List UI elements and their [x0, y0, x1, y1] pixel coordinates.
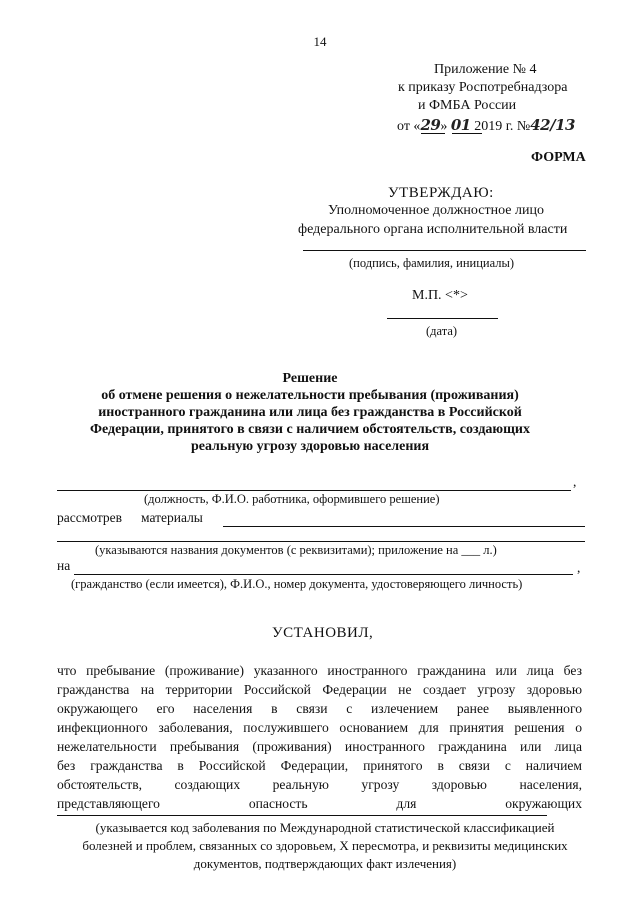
- approval-official: Уполномоченное должностное лицо: [328, 203, 544, 218]
- title-line-3: иностранного гражданина или лица без гражданства в Российской: [98, 405, 522, 420]
- body-line: представляющего опасность для окружающих: [57, 796, 582, 811]
- handwritten-day: 29: [420, 116, 441, 134]
- footnote-line-1: (указывается код заболевания по Международной статистической классификацией: [95, 820, 555, 835]
- comma-2: ,: [577, 560, 581, 575]
- date-mid: »: [440, 119, 448, 134]
- documents-caption: (указываются названия документов (с реквизитами); приложение на ___ л.): [95, 543, 497, 557]
- footnote-line-3: документов, подтверждающих факт излечения): [193, 856, 457, 871]
- handwritten-month: 01: [450, 116, 471, 134]
- body-line: обстоятельств, создающих реальную угрозу здоровью населения,: [57, 777, 582, 792]
- body-line: нежелательности пребывания (проживания) иностранного гражданина или лица: [57, 739, 582, 754]
- handwritten-order-number: 42/13: [530, 116, 575, 134]
- body-line: инфекционного заболевания, послужившего основанием для принятия решения о: [57, 720, 582, 735]
- on-label: на: [57, 558, 71, 573]
- footnote: [55, 819, 595, 873]
- date-month-underline: [452, 133, 482, 134]
- date-caption: (дата): [426, 324, 458, 338]
- stamp-placeholder: М.П. <*>: [412, 288, 468, 303]
- citizenship-caption: (гражданство (если имеется), Ф.И.О., номер документа, удостоверяющего личность): [71, 577, 523, 591]
- signature-caption: (подпись, фамилия, инициалы): [349, 256, 515, 270]
- materials-line: [223, 526, 585, 527]
- date-day-underline: [421, 133, 445, 134]
- comma-1: ,: [573, 474, 577, 489]
- date-line: [387, 318, 498, 319]
- reviewed-label: рассмотрев: [57, 510, 123, 525]
- position-line: [57, 490, 571, 491]
- body-line: гражданства на территории Российской Федерации не создает угрозу здоровью: [57, 682, 582, 697]
- approval-title: УТВЕРЖДАЮ:: [388, 185, 494, 201]
- date-year: 2019 г. №: [474, 119, 531, 134]
- signature-line: [303, 250, 586, 251]
- appendix-order-ref: к приказу Роспотребнадзора: [398, 80, 568, 95]
- approval-authority: федерального органа исполнительной власти: [298, 222, 568, 237]
- title-line-1: Решение: [282, 371, 338, 386]
- body-line: без гражданства в Российской Федерации, принятого в связи с наличием: [57, 758, 582, 773]
- footnote-line: [57, 815, 547, 816]
- document-title: [40, 370, 580, 455]
- body-line: что пребывание (проживание) указанного иностранного гражданина или лица без: [57, 663, 582, 678]
- materials-line-2: [57, 541, 585, 542]
- footnote-line-2: болезней и проблем, связанных со здоровьем, X пересмотра, и реквизиты медицинских: [82, 838, 568, 853]
- appendix-title: Приложение № 4: [434, 62, 537, 77]
- title-line-5: реальную угрозу здоровью населения: [190, 439, 430, 454]
- body-paragraph: [57, 661, 582, 813]
- citizenship-line: [74, 574, 573, 575]
- body-line: окружающего его населения в связи с излечением ранее выявленного: [57, 701, 582, 716]
- position-caption: (должность, Ф.И.О. работника, оформившего решение): [144, 492, 440, 506]
- page-number: 14: [313, 34, 327, 49]
- title-line-2: об отмене решения о нежелательности пребывания (проживания): [101, 388, 519, 403]
- title-line-4: Федерации, принятого в связи с наличием обстоятельств, создающих: [89, 422, 530, 437]
- date-prefix: от «: [397, 119, 421, 134]
- materials-label: материалы: [141, 510, 203, 525]
- established-heading: УСТАНОВИЛ,: [272, 625, 374, 641]
- form-label: ФОРМА: [531, 150, 586, 165]
- appendix-agency: и ФМБА России: [418, 98, 517, 113]
